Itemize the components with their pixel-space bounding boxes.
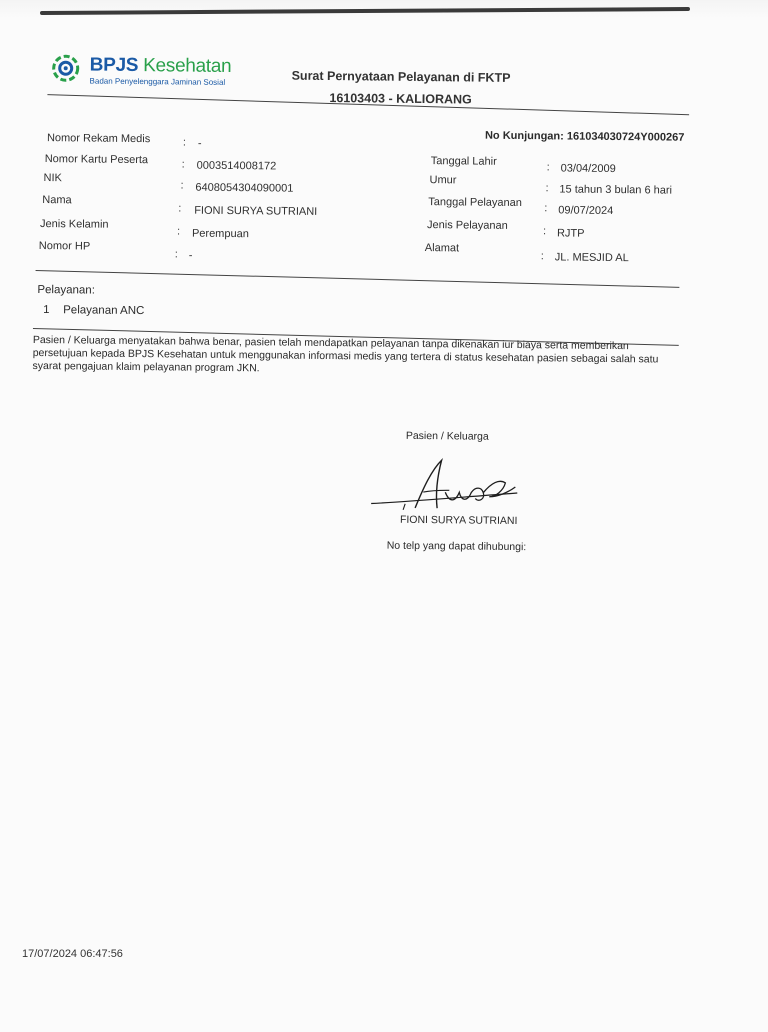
info-colon: :: [540, 250, 544, 263]
info-colon: :: [178, 202, 182, 215]
info-colon: :: [174, 248, 178, 261]
info-value: -: [188, 249, 193, 262]
info-value: Perempuan: [191, 227, 249, 241]
info-value: 6408054304090001: [195, 181, 294, 195]
info-colon: :: [180, 179, 184, 192]
consent-statement: Pasien / Keluarga menyatakan bahwa benar, pasien telah mendapatkan pelayanan tanpa dikenakan iur biaya serta memberikan persetujuan kepada BPJS Kesehatan untuk menggunakan informasi medis yang tertera di status kesehatan pasien sebagai salah satu syarat pengajuan klaim pelayanan program JKN.: [32, 333, 659, 375]
signer-role: Pasien / Keluarga: [405, 429, 489, 443]
info-value: 03/04/2009: [560, 162, 616, 176]
info-colon: :: [176, 225, 181, 238]
logo-kesehatan-text: Kesehatan: [143, 55, 232, 78]
info-divider: [36, 270, 680, 288]
info-label: Nomor Rekam Medis: [46, 132, 151, 146]
logo-bpjs-text: BPJS: [89, 54, 139, 77]
info-value: JL. MESJID AL: [554, 251, 629, 265]
document-title: Surat Pernyataan Pelayanan di FKTP: [291, 68, 511, 85]
facility-code: 16103403 - KALIORANG: [329, 91, 472, 107]
services-heading: Pelayanan:: [37, 283, 95, 297]
info-value: 0003514008172: [196, 159, 277, 173]
info-value: 09/07/2024: [558, 204, 614, 218]
info-label: Nomor Kartu Peserta: [44, 153, 149, 167]
info-colon: :: [542, 225, 547, 238]
info-colon: :: [545, 182, 549, 195]
bpjs-emblem-icon: [52, 54, 80, 82]
info-colon: :: [181, 158, 185, 171]
signer-name: FIONI SURYA SUTRIANI: [399, 513, 518, 528]
service-name: Pelayanan ANC: [63, 304, 145, 318]
info-label: Jenis Kelamin: [40, 218, 109, 231]
service-number: 1: [43, 304, 50, 317]
logo-tagline: Badan Penyelenggara Jaminan Sosial: [89, 76, 226, 87]
info-label: NIK: [43, 172, 62, 185]
info-label: Alamat: [424, 242, 460, 255]
info-value: RJTP: [556, 227, 585, 240]
info-label: Nama: [42, 194, 72, 207]
info-colon: :: [546, 161, 550, 174]
info-colon: :: [182, 136, 187, 149]
visit-number: No Kunjungan: 161034030724Y000267: [484, 129, 685, 144]
handwritten-signature-icon: [367, 451, 528, 515]
info-label: Tanggal Pelayanan: [428, 196, 522, 210]
info-value: 15 tahun 3 bulan 6 hari: [559, 183, 673, 197]
info-value: -: [197, 137, 202, 150]
print-timestamp: 17/07/2024 06:47:56: [22, 948, 123, 960]
info-colon: :: [544, 202, 548, 215]
info-value: FIONI SURYA SUTRIANI: [194, 204, 318, 218]
info-label: Nomor HP: [38, 239, 91, 253]
bpjs-logo: [51, 54, 241, 92]
info-label: Tanggal Lahir: [430, 155, 497, 168]
info-label: Jenis Pelayanan: [427, 219, 508, 232]
info-label: Umur: [429, 174, 457, 187]
phone-contact-label: No telp yang dapat dihubungi:: [386, 539, 527, 554]
logo-wordmark: [90, 55, 232, 78]
